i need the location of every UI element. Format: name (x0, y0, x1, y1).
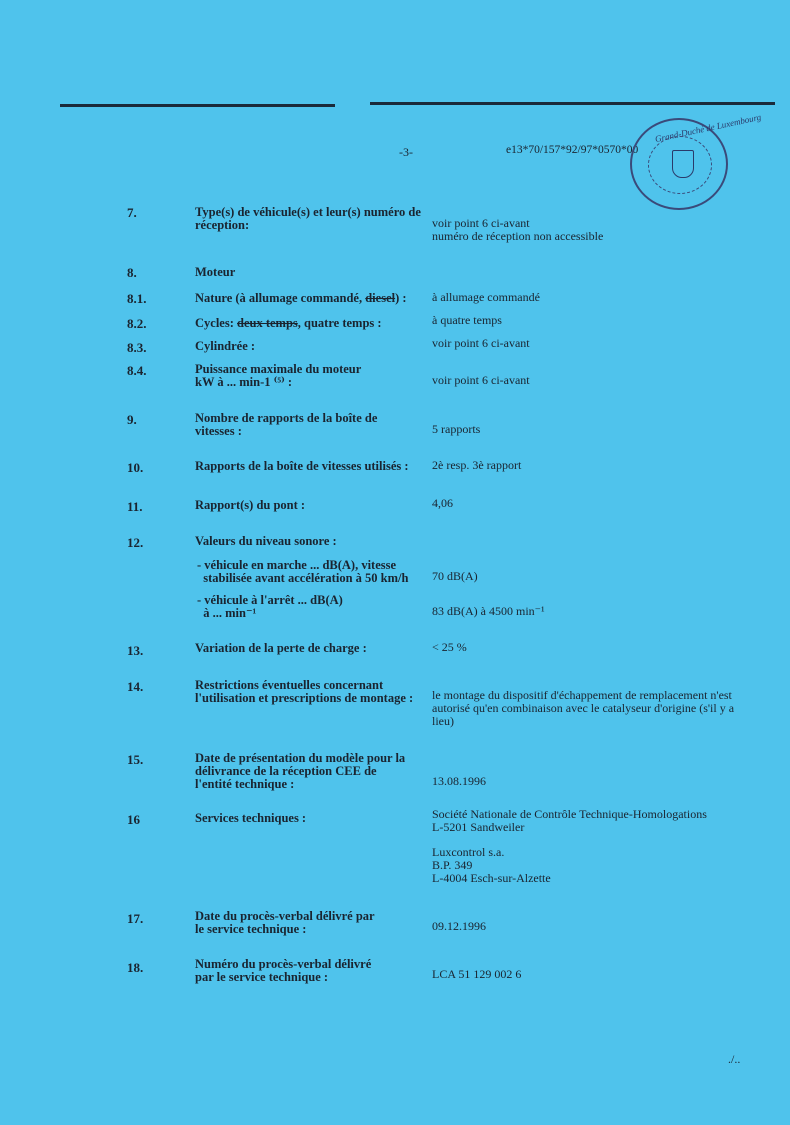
item-value: 5 rapports (432, 422, 481, 436)
page-number: -3- (399, 145, 413, 159)
item-label: Puissance maximale du moteur kW à ... min-1 ⁽⁵⁾ : (195, 362, 362, 389)
item-number: 8.2. (127, 316, 147, 331)
item-number: 8.4. (127, 363, 147, 378)
item-label: Valeurs du niveau sonore : (195, 534, 337, 548)
top-rule-right (370, 102, 775, 105)
item-value: voir point 6 ci-avant (432, 336, 530, 350)
seal-lettering: Grand-Duché de Luxembourg (654, 111, 763, 145)
item-value: 09.12.1996 (432, 919, 486, 933)
item-number: 15. (127, 752, 144, 767)
item-number: 9. (127, 412, 137, 427)
item-number: 14. (127, 679, 144, 694)
item-value: 13.08.1996 (432, 774, 486, 788)
item-value: 83 dB(A) à 4500 min⁻¹ (432, 604, 545, 618)
item-sublabel: - véhicule à l'arrêt ... dB(A) à ... min⁻¹ (197, 593, 343, 620)
item-number: 16 (127, 812, 140, 827)
item-label: Cycles: deux temps, quatre temps : (195, 316, 382, 330)
item-value-secondary: Luxcontrol s.a. B.P. 349 L-4004 Esch-sur-Alzette (432, 845, 551, 885)
item-number: 7. (127, 205, 137, 220)
item-value (432, 217, 762, 243)
item-label: Variation de la perte de charge : (195, 641, 367, 655)
item-number: 10. (127, 460, 144, 475)
item-value: à quatre temps (432, 313, 502, 327)
approval-reference: e13*70/157*92/97*0570*00 (506, 144, 639, 156)
item-label: Nombre de rapports de la boîte de vitesses : (195, 411, 378, 438)
crest-icon (672, 150, 694, 178)
item-value: à allumage commandé (432, 290, 540, 304)
top-rule-left (60, 104, 335, 107)
item-label: Date du procès-verbal délivré par le service technique : (195, 909, 375, 936)
item-label: Date de présentation du modèle pour la délivrance de la réception CEE de l'entité technique : (195, 751, 406, 791)
item-label: Numéro du procès-verbal délivré par le service technique : (195, 957, 372, 984)
continued-marker: ./.. (728, 1052, 741, 1066)
item-label: Type(s) de véhicule(s) et leur(s) numéro de réception: (195, 205, 421, 232)
item-label: Restrictions éventuelles concernant l'utilisation et prescriptions de montage : (195, 678, 414, 705)
item-value-line: voir point 6 ci-avant (432, 216, 530, 230)
item-label: Services techniques : (195, 811, 307, 825)
item-value: 2è resp. 3è rapport (432, 458, 522, 472)
item-number: 13. (127, 643, 144, 658)
official-seal (630, 111, 763, 210)
item-value: le montage du dispositif d'échappement de remplacement n'est autorisé qu'en combinaison avec le catalyseur d'origine (s'il y a lieu) (432, 688, 735, 728)
item-number: 8.1. (127, 291, 147, 306)
item-number: 11. (127, 499, 143, 514)
item-label: Moteur (195, 265, 236, 279)
item-label: Rapport(s) du pont : (195, 498, 306, 512)
item-label: Cylindrée : (195, 339, 256, 353)
item-number: 12. (127, 535, 144, 550)
item-value: 70 dB(A) (432, 569, 478, 583)
item-label: Nature (à allumage commandé, diesel) : (195, 291, 407, 305)
item-number: 18. (127, 960, 144, 975)
item-value: 4,06 (432, 496, 453, 510)
item-value: LCA 51 129 002 6 (432, 967, 522, 981)
item-value-line: numéro de réception non accessible (432, 229, 604, 243)
item-label: Rapports de la boîte de vitesses utilisés : (195, 459, 409, 473)
item-number: 17. (127, 911, 144, 926)
item-value: < 25 % (432, 640, 467, 654)
item-value: Société Nationale de Contrôle Technique-Homologations L-5201 Sandweiler (432, 807, 707, 834)
item-number: 8.3. (127, 340, 147, 355)
item-value: voir point 6 ci-avant (432, 373, 530, 387)
item-sublabel: - véhicule en marche ... dB(A), vitesse stabilisée avant accélération à 50 km/h (197, 558, 409, 585)
item-number: 8. (127, 265, 137, 280)
